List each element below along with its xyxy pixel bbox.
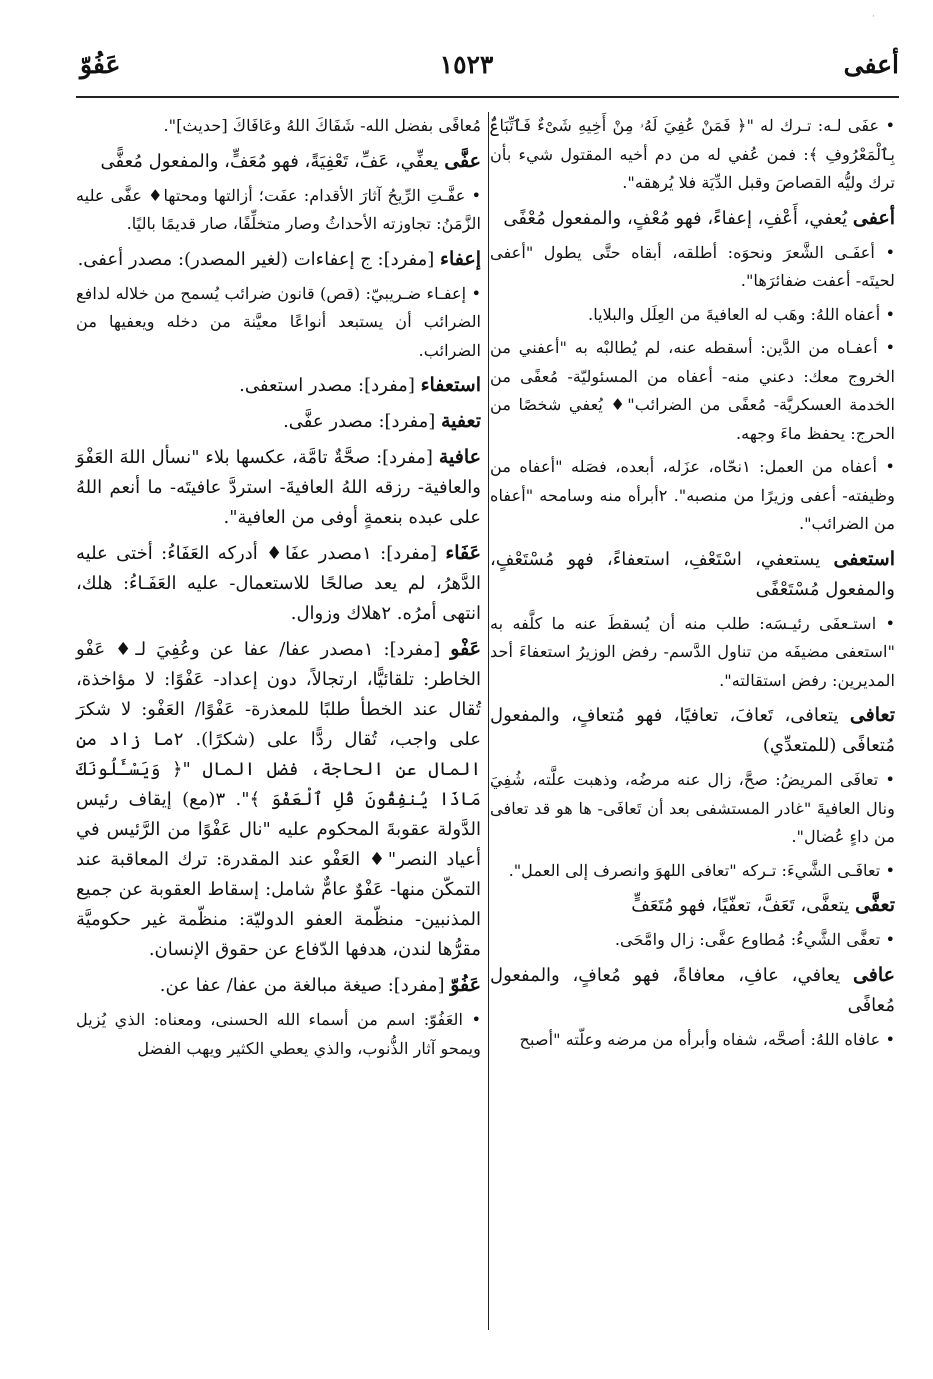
entry-text: [مفرد]: صيغة مبالغة من عفا/ عفا عن. bbox=[159, 975, 451, 996]
entry-headword: عَفَاء bbox=[445, 542, 481, 564]
definition-paragraph: • تعافَى المريضُ: صحَّ، زال عنه مرضُه، وذهبت علَّته، شُفِيَ ونال العافيةَ "غادر المستشفى بعد أن تَعافَى- ها هو قد تعافى من داءٍ عُضال". bbox=[490, 770, 895, 846]
definition-paragraph: • أعفاه اللهُ: وهَب له العافيةَ من العِلَل والبلايا. bbox=[588, 304, 895, 324]
dictionary-entry bbox=[490, 890, 895, 921]
entry-headword: عافى bbox=[852, 963, 895, 986]
dictionary-entry bbox=[76, 970, 481, 1001]
entry-text: يُعفي، أَعْفِ، إعفاءً، فهو مُعْفٍ، والمفعول مُعْفًى bbox=[503, 207, 853, 229]
entry-text: [مفرد]: صحَّةٌ تامَّة، عكسها بلاء "نسأل اللهَ العَفْوَ والعافية- رزقه اللهُ العافيةَ- استردَّ عافيتَه- ما أنعم اللهُ على عبده بنعمةٍ أوفى من العافية". bbox=[76, 447, 481, 528]
page-number: ١٥٢٣ bbox=[439, 50, 494, 79]
entry-headword: عافية bbox=[438, 446, 481, 468]
column-divider bbox=[488, 112, 489, 1330]
definition-paragraph: • أعفاه من العمل: ١نحّاه، عزَله، أبعده، فصَله "أعفاه من وظيفته- أعفى وزيرًا من منصبه". ٢أبرأه منه وسامحه "أعفاه من الضرائب". bbox=[490, 457, 895, 533]
dictionary-entry bbox=[76, 370, 481, 401]
entry-headword: عَفْو bbox=[450, 638, 482, 660]
entry-headword: عفَّى bbox=[444, 149, 481, 172]
entry-headword: أعفى bbox=[852, 206, 895, 229]
dictionary-entry bbox=[76, 442, 481, 533]
entry-text: [مفرد]: مصدر استعفى. bbox=[239, 375, 421, 396]
entry-headword: تعافى bbox=[849, 704, 895, 726]
definition-paragraph: • استـعفَى رئيـسَه: طلب منه أن يُسقطَ عنه ما كلَّفه به "استعفى مضيفَه من تناول الدَّسم- رفض الوزيرُ استعفاءَ أحد المديرين: رفض استقالته". bbox=[490, 613, 895, 690]
dictionary-entry bbox=[76, 146, 481, 177]
definition-paragraph: • تعفَّى الشَّيءُ: مُطاوع عفَّى: زال وامَّحَى. bbox=[614, 930, 895, 949]
right-column bbox=[490, 112, 895, 1059]
entry-text: [مفرد]: ١مصدر عفَا♦ أدركه العَفَاءُ: أختى عليه الدَّهرُ، لم يعد صالحًا للاستعمال- عليه العَفَـاءُ: هلك، انتهى أمرُه. ٢هلاك وزوال. bbox=[76, 543, 481, 624]
definition-paragraph: مُعافًى بفضل الله- شَفَاكَ اللهُ وعَافَاكَ [حديث]". bbox=[163, 116, 481, 135]
dictionary-entry bbox=[490, 960, 895, 1021]
left-column bbox=[76, 112, 481, 1068]
definition-paragraph: • أعفَـى الشَّعرَ ونحوَه: أطلقه، أبقاه حتَّى يطول "أعفى لحيتَه- أعفت ضفائرَها". bbox=[490, 242, 895, 290]
definition-paragraph: • العَفُوّ: اسم من أسماء الله الحسنى، ومعناه: الذي يُزيل ويمحو آثار الذُّنوب، والذي يعطي الكثير ويهب الفضل bbox=[76, 1010, 481, 1058]
entry-headword: استعفاء bbox=[420, 374, 481, 396]
definition-paragraph: • عفَى لـه: تـرك له "﴿ فَمَنْ عُفِيَ لَهُۥ مِنْ أَخِيهِ شَىْءٌ فَٱتِّبَاعٌۢ بِٱلْمَعْرُوفِ ﴾: فمن عُفي له من دم أخيه المقتول شيء بأن ترك وليُّه القصاصَ وقبل الدِّيَة فلا يُرهقه". bbox=[490, 116, 895, 192]
entry-text: يتعافى، تَعافَ، تعافيًا، فهو مُتعافٍ، والمفعول مُتعافًى (للمتعدِّي) bbox=[490, 705, 895, 756]
dictionary-entry bbox=[490, 544, 895, 605]
dictionary-entry bbox=[490, 203, 895, 234]
header-rule bbox=[76, 96, 899, 98]
entry-headword: تعفَّى bbox=[855, 894, 895, 916]
entry-text: يتعفَّى، تَعَفَّ، تعفّيًا، فهو مُتَعَفٍّ bbox=[631, 895, 856, 916]
entry-headword: استعفى bbox=[833, 547, 895, 570]
entry-text: [مفرد]: ١مصدر عفا/ عفا عن وعُفِيَ لـ♦ عَفْو الخاطر: تلقائيًّا، ارتجالاً، دون إعداد- عَفْوًا: لا مؤاخذة، تُقال عند الخطأ طلبًا للمعذرة- عَفْوًا/ العَفْو: لا شكرَ على واجب، تُقال ردًّا على (شكرًا). ٢ما زاد من المال عن الحاجة، فضل المال "﴿ وَيَسْـَٔلُونَكَ مَاذَا يُنفِقُونَ قُلِ ٱلْعَفْوَ ﴾". ٣(مع) إيقاف رئيس الدَّولة عقوبةَ المحكوم عليه "نال عَفْوًا من الرَّئيس في أعياد النصر"♦ العَفْو عند المقدرة: ترك المعاقبة عند التمكّن منها- عَفْوٌ عامٌّ شامل: إسقاط العقوبة عن جميع المذنبين- منظّمة العفو الدوليّة: منظّمة غير حكوميَّة مقرُّها لندن، هدفها الدّفاع عن حقوق الإنسان. bbox=[76, 639, 481, 960]
dictionary-entry bbox=[76, 244, 481, 275]
definition-paragraph: • تعافَـى الشَّيءَ: تـركه "تعافى اللهوَ وانصرف إلى العمل". bbox=[508, 860, 895, 880]
scan-speck: · bbox=[872, 12, 875, 22]
header-guide-word-left: عَفُوّ bbox=[80, 50, 121, 79]
dictionary-entry bbox=[490, 700, 895, 761]
entry-headword: عَفُوّ bbox=[450, 974, 481, 996]
definition-paragraph: • إعفـاء ضـريبيّ: (قص) قانون ضرائب يُسمح من خلاله لدافع الضرائب أن يستبعد أنواعًا معيَّنة من دخله ويعفيها من الضرائب. bbox=[76, 283, 481, 360]
entry-text: يستعفي، اسْتَعْفِ، استعفاءً، فهو مُسْتَعْفٍ، والمفعول مُسْتَعْفًى bbox=[490, 548, 895, 600]
entry-text: [مفرد]: ج إعفاءات (لغير المصدر): مصدر أعفى. bbox=[77, 248, 441, 270]
dictionary-entry bbox=[76, 406, 481, 437]
dictionary-entry bbox=[76, 538, 481, 629]
entry-text: [مفرد]: مصدر عفَّى. bbox=[283, 411, 441, 432]
entry-text: يعفِّي، عَفِّ، تَعْفِيَةً، فهو مُعَفٍّ، والمفعول مُعفًّى bbox=[100, 150, 445, 172]
dictionary-entry bbox=[76, 634, 481, 965]
definition-paragraph: • عفَّـتِ الرِّيحُ آثارَ الأقدام: عفَت؛ أزالتها ومحتها♦ عفَّى عليه الزَّمَنُ: تجاوزته الأحداثُ وصار متخلِّفًا، صار قديمًا باليًا. bbox=[76, 185, 481, 233]
entry-text: يعافي، عافِ، معافاةً، فهو مُعافٍ، والمفعول مُعافًى bbox=[490, 964, 895, 1016]
header-guide-word-right: أعفى bbox=[843, 50, 899, 79]
definition-paragraph: • عافاه اللهُ: أصحَّه، شفاه وأبرأه من مرضه وعلّته "أصبح bbox=[519, 1029, 895, 1049]
definition-paragraph: • أعفـاه من الدَّين: أسقطه عنه، لم يُطالبْه به "أعفني من الخروج معك: دعني منه- أعفاه من المسئوليّة- مُعفًى من الخدمة العسكريَّة- مُعفًى من الضرائب"♦ يُعفي شخصًا من الحرج: يحفظ ماءَ وجهه. bbox=[490, 338, 895, 443]
entry-headword: تعفية bbox=[441, 410, 481, 432]
entry-headword: إعفاء bbox=[440, 247, 481, 270]
